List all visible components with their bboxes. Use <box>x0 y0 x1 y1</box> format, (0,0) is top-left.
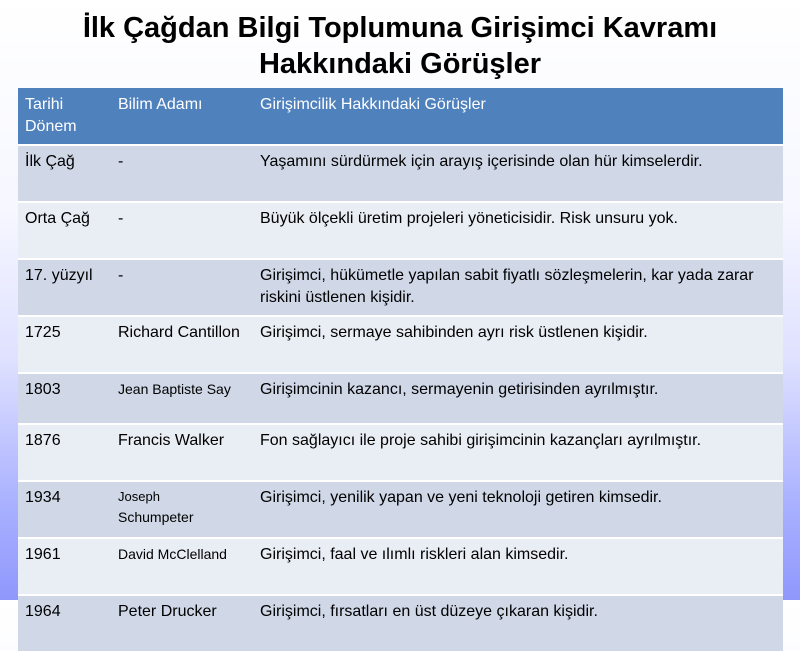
cell-view: Girişimci, sermaye sahibinden ayrı risk üstlenen kişidir. <box>253 316 783 373</box>
table-row <box>18 202 783 259</box>
cell-period: Orta Çağ <box>18 202 111 259</box>
entrepreneur-views-table <box>18 88 783 651</box>
cell-view: Büyük ölçekli üretim projeleri yöneticisidir. Risk unsuru yok. <box>253 202 783 259</box>
header-view: Girişimcilik Hakkındaki Görüşler <box>253 88 783 145</box>
cell-scientist: - <box>111 259 253 316</box>
title-line-2: Hakkındaki Görüşler <box>258 48 542 80</box>
table-row <box>18 259 783 316</box>
table-row <box>18 481 783 538</box>
cell-period: 1803 <box>18 373 111 424</box>
header-period: Tarihi Dönem <box>18 88 111 145</box>
cell-view: Girişimcinin kazancı, sermayenin getirisinden ayrılmıştır. <box>253 373 783 424</box>
table-row <box>18 373 783 424</box>
cell-period: 1964 <box>18 595 111 651</box>
cell-scientist: Francis Walker <box>111 424 253 481</box>
cell-scientist: Jean Baptiste Say <box>111 373 253 424</box>
table-row <box>18 538 783 595</box>
cell-period: İlk Çağ <box>18 145 111 202</box>
table-row <box>18 424 783 481</box>
cell-period: 17. yüzyıl <box>18 259 111 316</box>
views-table-container <box>18 88 783 620</box>
table-row <box>18 595 783 651</box>
cell-view: Girişimci, hükümetle yapılan sabit fiyatlı sözleşmelerin, kar yada zarar riskini üstlenen kişidir. <box>253 259 783 316</box>
scientist-last-name: Schumpeter <box>118 509 194 525</box>
cell-view: Yaşamını sürdürmek için arayış içerisinde olan hür kimselerdir. <box>253 145 783 202</box>
cell-period: 1961 <box>18 538 111 595</box>
cell-scientist: - <box>111 145 253 202</box>
title-line-1: İlk Çağdan Bilgi Toplumuna Girişimci Kavramı <box>82 12 718 44</box>
cell-view: Girişimci, faal ve ılımlı riskleri alan kimsedir. <box>253 538 783 595</box>
header-scientist: Bilim Adamı <box>111 88 253 145</box>
cell-view: Girişimci, yenilik yapan ve yeni teknoloji getiren kimsedir. <box>253 481 783 538</box>
cell-period: 1725 <box>18 316 111 373</box>
cell-period: 1876 <box>18 424 111 481</box>
scientist-first-name: Joseph <box>118 489 160 504</box>
cell-period: 1934 <box>18 481 111 538</box>
cell-scientist: Peter Drucker <box>111 595 253 651</box>
cell-view: Girişimci, fırsatları en üst düzeye çıkaran kişidir. <box>253 595 783 651</box>
cell-scientist: David McClelland <box>111 538 253 595</box>
cell-view: Fon sağlayıcı ile proje sahibi girişimcinin kazançları ayrılmıştır. <box>253 424 783 481</box>
page-title <box>0 10 800 82</box>
table-header-row <box>18 88 783 145</box>
table-row <box>18 145 783 202</box>
cell-scientist: - <box>111 202 253 259</box>
cell-scientist: Richard Cantillon <box>111 316 253 373</box>
table-row <box>18 316 783 373</box>
cell-scientist <box>111 481 253 538</box>
